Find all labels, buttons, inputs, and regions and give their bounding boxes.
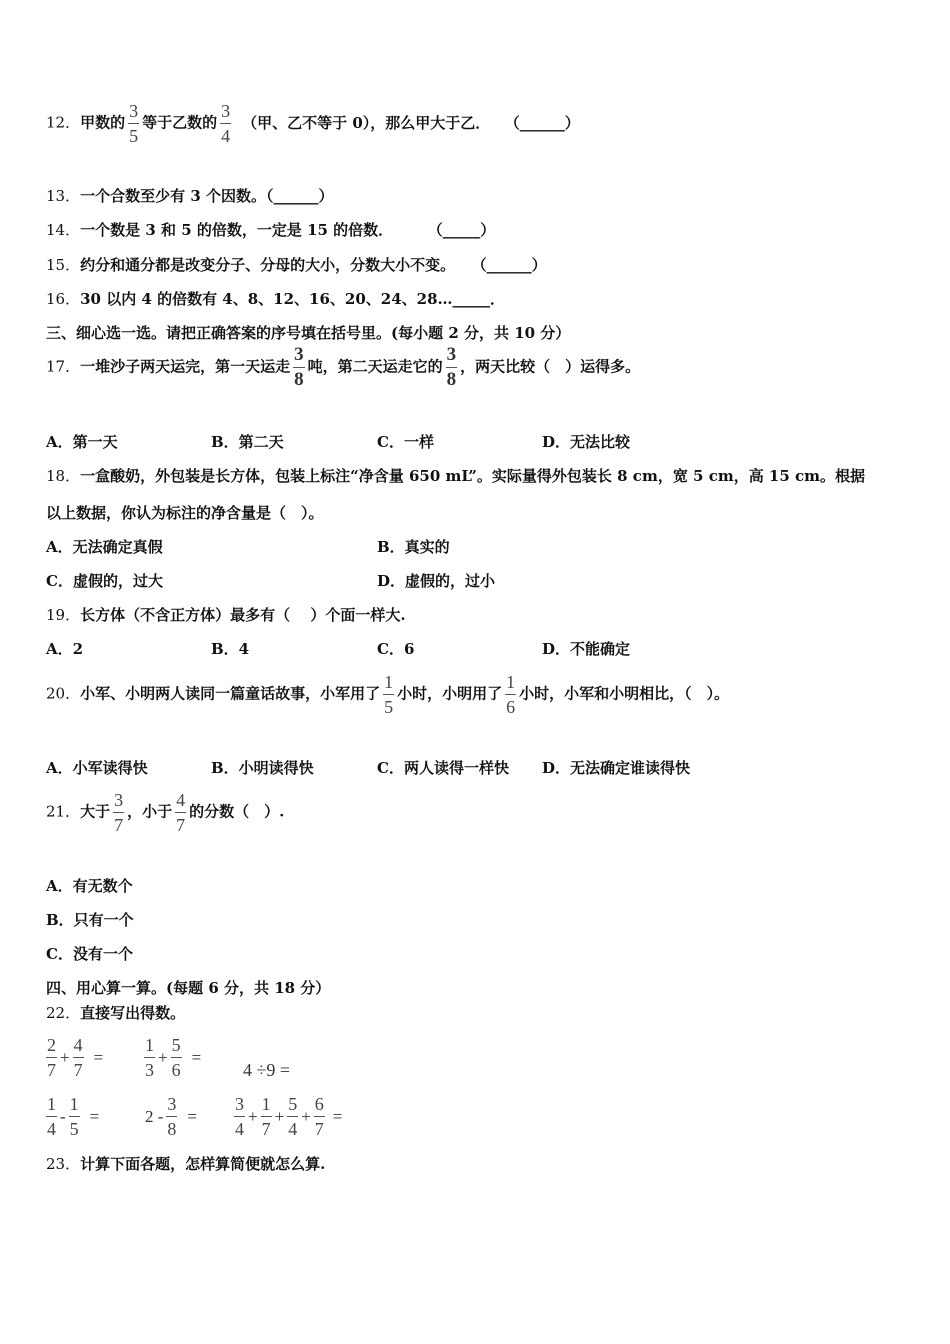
calc-item-1: $\frac{2}{7}$ + $\frac{4}{7}$ = [47, 1035, 104, 1080]
option-b[interactable]: B．第二天 [211, 433, 284, 451]
option-b[interactable]: B．只有一个 [46, 911, 134, 929]
fraction: $\frac{4}{7}$ [73, 1035, 83, 1080]
option-c[interactable]: C．两人读得一样快 [377, 759, 509, 777]
question-text: 等于乙数的 [142, 113, 218, 132]
option-c[interactable]: C．虚假的，过大 [46, 572, 163, 590]
question-text: 小时，小明用了 [397, 684, 503, 703]
question-text: 长方体（不含正方体）最多有（ ）个面一样大. [80, 606, 406, 624]
fraction: $\frac{4}{7}$ [176, 790, 186, 835]
answer-blank[interactable]: （______） [479, 256, 547, 274]
question-text: 甲数的 [80, 113, 126, 132]
question-19 [46, 605, 406, 625]
fraction: $\frac{1}{7}$ [261, 1094, 271, 1139]
question-text: 约分和通分都是改变分子、分母的大小，分数大小不变。 [80, 256, 456, 274]
question-14 [46, 220, 495, 240]
question-number: 16． [46, 290, 81, 308]
question-number: 23． [46, 1155, 81, 1173]
question-21 [46, 789, 284, 836]
question-18-continued: 以上数据，你认为标注的净含量是（ ）。 [46, 504, 324, 522]
section-heading-3: 三、细心选一选。请把正确答案的序号填在括号里。(每小题 2 分，共 10 分） [46, 324, 571, 342]
question-18 [46, 466, 865, 486]
fraction: $\frac{6}{7}$ [314, 1094, 324, 1139]
question-text: ，两天比较（ ）运得多。 [460, 357, 641, 376]
fraction: $\frac{1}{5}$ [69, 1094, 79, 1139]
option-d[interactable]: D．无法确定谁读得快 [542, 759, 691, 777]
fraction: $\frac{3}{8}$ [167, 1094, 177, 1139]
question-text: 小军、小明两人读同一篇童话故事，小军用了 [80, 684, 381, 703]
option-a[interactable]: A．第一天 [46, 433, 118, 451]
fraction: $\frac{3}{5}$ [129, 101, 139, 146]
calc-item-6: $\frac{3}{4}$ + $\frac{1}{7}$ + $\frac{5}{4}$ + $\frac{6}{7}$ = [235, 1094, 343, 1139]
question-16 [46, 289, 505, 309]
question-number: 13． [46, 187, 81, 205]
question-text: 30 以内 4 的倍数有 4、8、12、16、20、24、28…_____． [80, 290, 506, 308]
option-b[interactable]: B．4 [211, 640, 250, 658]
fraction: $\frac{3}{8}$ [294, 344, 304, 390]
fraction: $\frac{1}{6}$ [506, 672, 516, 717]
fraction: $\frac{3}{4}$ [235, 1094, 244, 1139]
fraction: $\frac{5}{6}$ [171, 1035, 181, 1080]
question-text: 小时，小军和小明相比，（ ）。 [519, 684, 730, 703]
calc-item-3: 4 ÷9 = [243, 1060, 291, 1080]
question-number: 18． [46, 467, 81, 485]
question-text: 计算下面各题，怎样算简便就怎么算. [80, 1155, 326, 1173]
question-17 [46, 344, 640, 391]
question-number: 19． [46, 606, 81, 624]
fraction: $\frac{5}{4}$ [288, 1094, 298, 1139]
option-c[interactable]: C．6 [377, 640, 415, 658]
answer-blank[interactable]: （______） [512, 113, 580, 132]
fraction: $\frac{3}{7}$ [114, 790, 124, 835]
question-number: 22． [46, 1004, 81, 1022]
calc-item-5: 2 - $\frac{3}{8}$ = [145, 1094, 198, 1139]
section-heading-4: 四、用心算一算。(每题 6 分，共 18 分） [46, 979, 331, 997]
option-a[interactable]: A．无法确定真假 [46, 538, 163, 556]
option-a[interactable]: A．有无数个 [46, 877, 133, 895]
question-15 [46, 255, 547, 275]
question-number: 17． [46, 357, 81, 376]
question-23 [46, 1154, 325, 1174]
option-d[interactable]: D．虚假的，过小 [377, 572, 496, 590]
option-a[interactable]: A．2 [46, 640, 84, 658]
fraction: $\frac{3}{8}$ [446, 344, 457, 390]
question-number: 21． [46, 802, 81, 821]
question-number: 15． [46, 256, 81, 274]
question-text: 大于 [80, 802, 111, 821]
question-number: 20． [46, 684, 81, 703]
answer-blank[interactable]: （_____） [435, 221, 496, 239]
fraction: $\frac{1}{5}$ [384, 672, 394, 717]
fraction: $\frac{3}{4}$ [221, 101, 231, 146]
calc-item-4: $\frac{1}{4}$ - $\frac{1}{5}$ = [47, 1094, 100, 1139]
option-d[interactable]: D．无法比较 [542, 433, 631, 451]
question-22 [46, 1003, 185, 1023]
question-text: 吨，第二天运走它的 [307, 357, 443, 376]
option-c[interactable]: C．一样 [377, 433, 434, 451]
question-text: （甲、乙不等于 0），那么甲大于乙． [242, 113, 491, 132]
question-12 [46, 100, 580, 147]
question-number: 12． [46, 113, 81, 132]
fraction: $\frac{1}{3}$ [145, 1035, 154, 1080]
question-text: 一个合数至少有 3 个因数。（______） [80, 187, 334, 205]
question-text: ，小于 [127, 802, 173, 821]
option-a[interactable]: A．小军读得快 [46, 759, 148, 777]
option-d[interactable]: D．不能确定 [542, 640, 631, 658]
question-number: 14． [46, 221, 81, 239]
question-text: 直接写出得数。 [80, 1004, 186, 1022]
option-b[interactable]: B．真实的 [377, 538, 450, 556]
calc-item-2: $\frac{1}{3}$ + $\frac{5}{6}$ = [145, 1035, 202, 1080]
question-text: 一堆沙子两天运完，第一天运走 [80, 357, 291, 376]
question-text: 一个数是 3 和 5 的倍数，一定是 15 的倍数． [80, 221, 394, 239]
fraction: $\frac{2}{7}$ [47, 1035, 56, 1080]
question-13 [46, 186, 333, 206]
question-20 [46, 671, 729, 718]
question-text: 一盒酸奶，外包装是长方体，包装上标注“净含量 650 mL”。实际量得外包装长 8 cm，宽 5 cm，高 15 cm。根据 [80, 467, 866, 485]
option-c[interactable]: C．没有一个 [46, 945, 133, 963]
option-b[interactable]: B．小明读得快 [211, 759, 314, 777]
fraction: $\frac{1}{4}$ [47, 1094, 56, 1139]
question-text: 的分数（ ）. [189, 802, 285, 821]
